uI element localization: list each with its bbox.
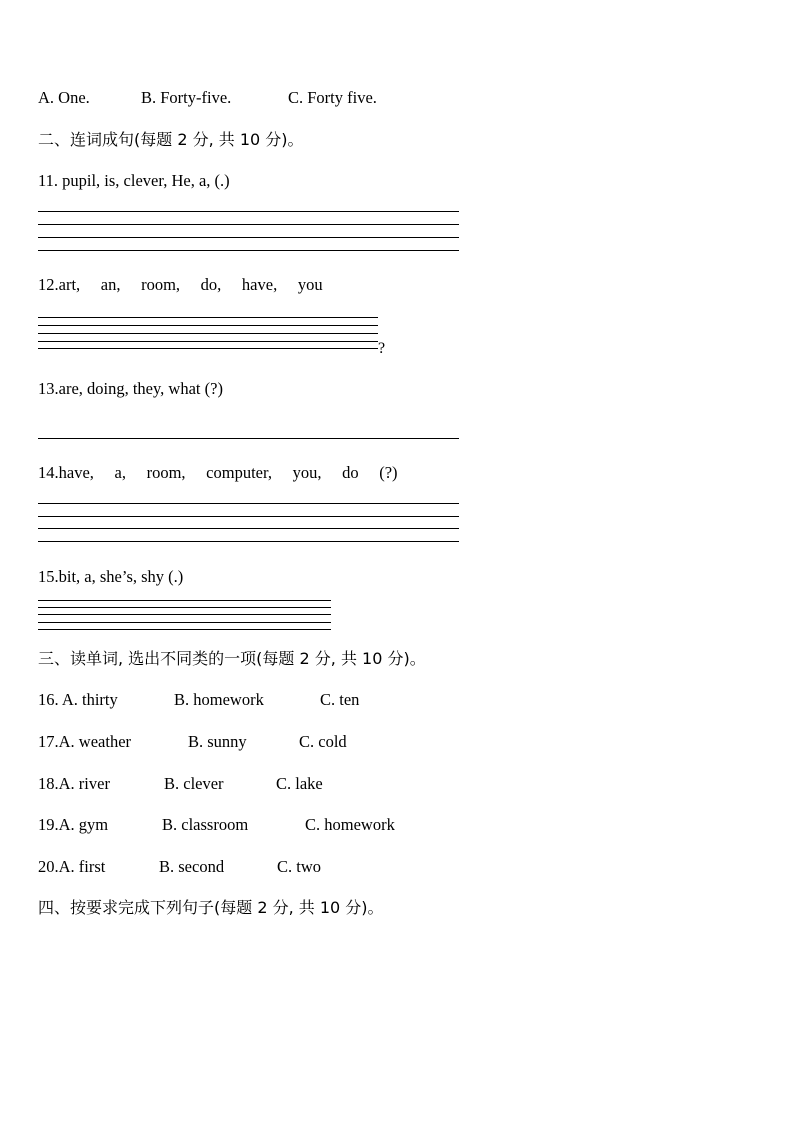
- option-c: C. Forty five.: [288, 88, 377, 107]
- q20-option-a: 20.A. first: [38, 857, 106, 876]
- q20-option-c: C. two: [277, 857, 322, 876]
- answer-line: [38, 333, 378, 334]
- answer-line: [38, 325, 378, 326]
- answer-line: [38, 622, 331, 623]
- q16-option-b: B. homework: [174, 690, 264, 709]
- q18-option-b: B. clever: [164, 774, 224, 793]
- answer-line: [38, 348, 378, 349]
- q16-option-a: 16. A. thirty: [38, 690, 118, 709]
- option-a: A. One.: [38, 88, 90, 107]
- answer-line: [38, 629, 331, 630]
- answer-line: [38, 438, 459, 439]
- section3-heading: 三、读单词, 选出不同类的一项(每题 2 分, 共 10 分)。: [38, 649, 426, 668]
- answer-line: [38, 503, 459, 504]
- question-13: 13.are, doing, they, what (?): [38, 379, 223, 398]
- answer-line: [38, 607, 331, 608]
- q19-option-a: 19.A. gym: [38, 815, 109, 834]
- answer-line: [38, 541, 459, 542]
- q18-option-c: C. lake: [276, 774, 323, 793]
- answer-line: [38, 341, 378, 342]
- question-mark: ?: [378, 340, 386, 357]
- answer-line: [38, 237, 459, 238]
- option-b: B. Forty-five.: [141, 88, 232, 107]
- answer-line: [38, 224, 459, 225]
- answer-line: [38, 600, 331, 601]
- q20-option-b: B. second: [159, 857, 225, 876]
- section2-heading: 二、连词成句(每题 2 分, 共 10 分)。: [38, 130, 304, 149]
- q19-option-b: B. classroom: [162, 815, 249, 834]
- question-11: 11. pupil, is, clever, He, a, (.): [38, 171, 230, 190]
- q18-option-a: 18.A. river: [38, 774, 110, 793]
- section4-heading: 四、按要求完成下列句子(每题 2 分, 共 10 分)。: [38, 898, 384, 917]
- q16-option-c: C. ten: [320, 690, 360, 709]
- question-15: 15.bit, a, she’s, shy (.): [38, 567, 184, 586]
- answer-line: [38, 250, 459, 251]
- q17-option-a: 17.A. weather: [38, 732, 132, 751]
- answer-line: [38, 211, 459, 212]
- question-14: 14.have, a, room, computer, you, do (?): [38, 463, 398, 482]
- q17-option-b: B. sunny: [188, 732, 247, 751]
- answer-line: [38, 528, 459, 529]
- question-12: 12.art, an, room, do, have, you: [38, 275, 323, 294]
- q19-option-c: C. homework: [305, 815, 395, 834]
- answer-line: [38, 516, 459, 517]
- answer-line: [38, 317, 378, 318]
- q17-option-c: C. cold: [299, 732, 347, 751]
- answer-line: [38, 614, 331, 615]
